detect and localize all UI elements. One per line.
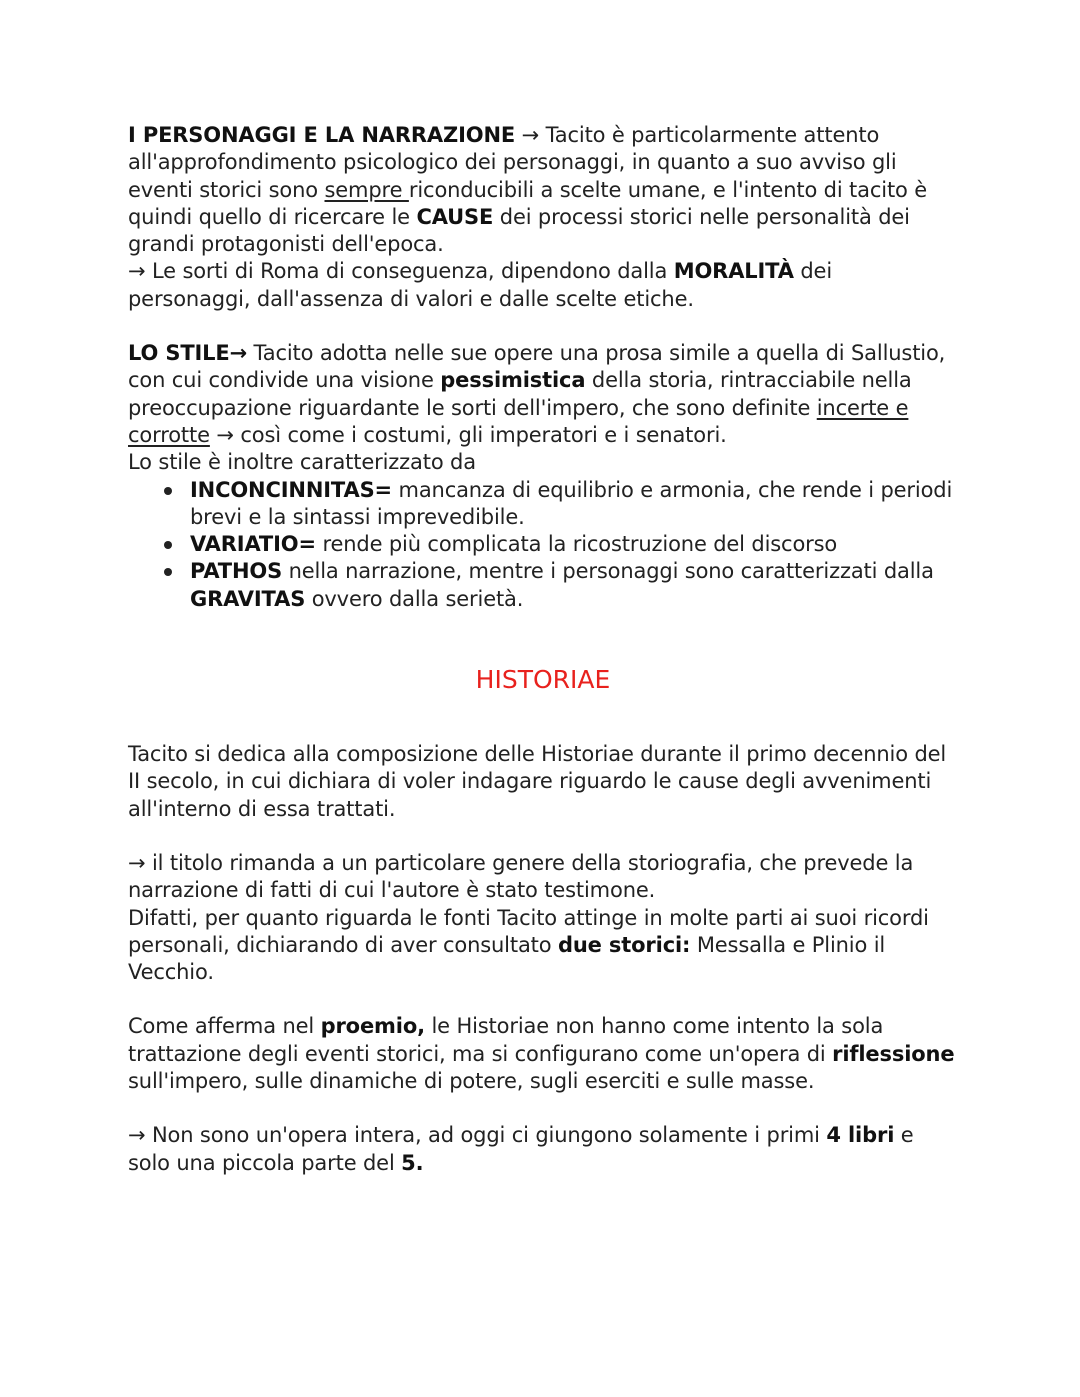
text-run: rende più complicata la ricostruzione del discorso [315,532,838,557]
paragraph-personaggi [128,122,958,258]
text-run: dei personaggi, dall'assenza di valori e dalle scelte etiche. [128,259,833,311]
arrow: → [515,123,546,147]
text-run: → così come i costumi, gli imperatori e i senatori. [209,422,727,447]
list-item [190,558,958,613]
bold-term: GRAVITAS [190,586,306,611]
paragraph-moralita [128,258,958,313]
bold-term: PATHOS [190,559,283,584]
text-run: e solo una piccola parte del [128,1123,914,1175]
paragraph-historiae-2a: → il titolo rimanda a un particolare genere della storiografia, che prevede la narrazione di fatti di cui l'autore è stato testimone. [128,850,914,903]
text-run: ovvero dalla serietà. [305,586,524,611]
text-run: Messalla e Plinio il Vecchio. [128,932,886,985]
list-item [190,531,958,558]
paragraph-historiae-2b [128,905,958,987]
bold-word: CAUSE [416,204,494,229]
text-run: riconducibili a scelte umane, e l'intento di tacito è quindi quello di ricercare le [128,177,928,229]
text-run: Tacito adotta nelle sue opere una prosa simile a quella di Sallustio, con cui condivide una visione [128,341,946,393]
text-run: mancanza di equilibrio e armonia, che rende i periodi brevi e la sintassi imprevedibile. [190,477,953,529]
section-title-historiae: HISTORIAE [475,665,611,695]
text-run: Come afferma nel [128,1014,321,1039]
underlined-phrase: incerte e corrotte [128,395,909,447]
bold-word: riflessione [832,1041,955,1066]
text-run: Tacito è particolarmente attento all'approfondimento psicologico dei personaggi, in quanto a suo avviso gli eventi storici sono [128,123,897,202]
spacer [128,613,958,663]
text-run: le Historiae non hanno come intento la sola trattazione degli eventi storici, ma si configurano come un'opera di [128,1014,884,1066]
paragraph-historiae-3 [128,1013,958,1095]
heading-personaggi: I PERSONAGGI E LA NARRAZIONE [128,123,516,147]
bold-term: VARIATIO= [190,532,316,557]
text-run: Difatti, per quanto riguarda le fonti Tacito attinge in molte parti ai suoi ricordi personali, dichiarando di aver consultato [128,905,929,957]
text-run: sull'impero, sulle dinamiche di potere, sugli eserciti e sulle masse. [128,1069,815,1094]
text-run: della storia, rintracciabile nella preoccupazione riguardante le sorti dell'impero, che sono definite [128,368,912,420]
spacer [128,313,958,340]
bold-phrase: 4 libri [826,1123,895,1148]
text-run: → Le sorti di Roma di conseguenza, dipendono dalla [128,259,674,284]
spacer [128,986,958,1013]
paragraph-stile [128,340,958,449]
bold-word: MORALITÀ [673,259,794,284]
document-body [128,122,958,1177]
paragraph-stile-intro: Lo stile è inoltre caratterizzato da [128,450,476,475]
spacer [128,1095,958,1122]
paragraph-historiae-1: Tacito si dedica alla composizione delle Historiae durante il primo decennio del II secolo, in cui dichiara di voler indagare riguardo le cause degli avvenimenti all'interno di essa trattati. [128,742,947,821]
bold-word: proemio, [320,1014,425,1039]
bold-phrase: due storici: [557,932,691,957]
bold-term: INCONCINNITAS= [190,477,392,502]
heading-stile: LO STILE→ [128,341,248,366]
spacer [128,697,958,741]
bold-word: pessimistica [440,368,586,393]
list-item [190,477,958,532]
spacer [128,823,958,850]
stile-bullet-list [128,477,958,613]
paragraph-historiae-4 [128,1122,958,1177]
bold-word: 5. [401,1150,424,1175]
text-run: dei processi storici nelle personalità dei grandi protagonisti dell'epoca. [128,204,910,257]
text-run: → Non sono un'opera intera, ad oggi ci giungono solamente i primi [128,1123,827,1148]
text-run: nella narrazione, mentre i personaggi sono caratterizzati dalla [282,559,934,584]
underlined-word: sempre [324,177,409,202]
